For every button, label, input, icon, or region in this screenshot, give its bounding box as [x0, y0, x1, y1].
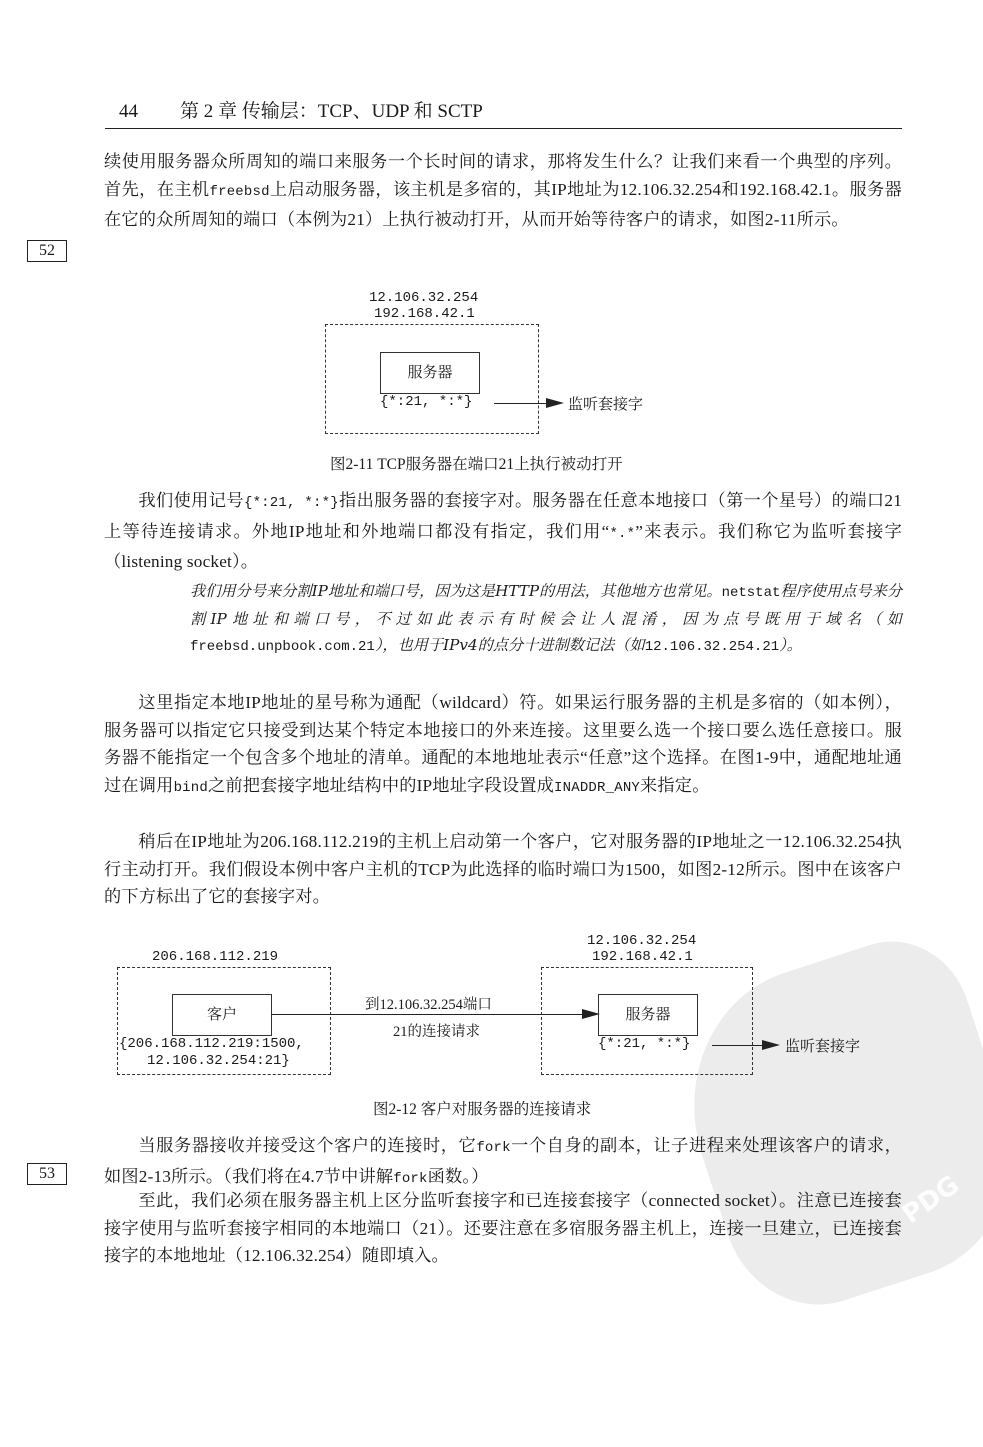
- code-term: {*:21, *:*}: [243, 495, 339, 511]
- server-socket-pair: {*:21, *:*}: [598, 1036, 691, 1052]
- client-socket-pair: {206.168.112.219:1500,: [119, 1036, 304, 1052]
- socket-pair: {*:21, *:*}: [380, 394, 473, 410]
- text-run: 这里指定本地IP地址的星号称为通配（wildcard）符。如果运行服务器的主机是多宿的（如本例），服务器可以指定它只接受到达某个特定本地接口的外来连接。这里要么选一个接口要么选任意接口。服务器不能指定一个包含多个地址的清单。通配的本地地址表示“任意”这个选择。在图1-9中，通配地址通过在调用: [104, 693, 902, 795]
- text-run: 一个自身的副本，让子进程来处理该客户的请求，如图2-13所示。（我们将在4.7节中讲解: [104, 1136, 902, 1186]
- page-number: 44: [119, 101, 138, 122]
- margin-page-ref: 52: [27, 240, 67, 262]
- code-term: 12.106.32.254.21: [644, 639, 780, 655]
- text-run: 我们使用记号: [138, 491, 244, 510]
- client-socket-pair: 12.106.32.254:21}: [147, 1053, 290, 1069]
- arrow-head-icon: [762, 1040, 780, 1050]
- connection-request-line: [271, 1014, 583, 1015]
- arrow-line: [712, 1045, 762, 1046]
- listening-socket-label: 监听套接字: [785, 1039, 861, 1055]
- text-run: 程序使用点号来分割IP地址和端口号，不过如此表示有时候会让人混淆，因为点号既用于域名（如: [190, 582, 902, 628]
- paragraph: [104, 148, 902, 234]
- chapter-title: 第 2 章 传输层：TCP、UDP 和 SCTP: [180, 101, 483, 122]
- text-run: 上启动服务器，该主机是多宿的，其IP地址为12.106.32.254和192.168.42.1。服务器在它的众所周知的端口（本例为21）上执行被动打开，从而开始等待客户的请求，如图2-11所示。: [104, 179, 902, 229]
- text-run: 来指定。: [640, 775, 710, 795]
- margin-page-ref: 53: [27, 1163, 67, 1185]
- text-run: ”来表示。我们称它为监听套接字（listening socket）。: [104, 521, 902, 571]
- figure-caption: 图2-12 客户对服务器的连接请求: [373, 1101, 592, 1118]
- text-run: 我们用分号来分割IP地址和端口号，因为这是HTTP的用法，其他地方也常见。: [190, 582, 722, 600]
- paragraph: [104, 689, 902, 802]
- paragraph: [104, 1132, 902, 1193]
- server-label: 服务器: [625, 1007, 671, 1023]
- text-run: 指出服务器的套接字对。服务器在任意本地接口（第一个星号）的端口21上等待连接请求。外地IP地址和外地端口都没有指定，我们用“: [104, 491, 903, 541]
- code-term: *.*: [609, 525, 636, 542]
- note-paragraph: [190, 578, 902, 660]
- server-process-box: [380, 352, 480, 394]
- code-term: INADDR_ANY: [554, 779, 641, 796]
- code-term: fork: [393, 1170, 428, 1187]
- arrow-line: [494, 403, 546, 404]
- paragraph: [104, 1187, 902, 1270]
- server-process-box: [598, 994, 698, 1036]
- figure-caption: 图2-11 TCP服务器在端口21上执行被动打开: [330, 456, 623, 473]
- client-host-ip: 206.168.112.219: [152, 949, 279, 965]
- listening-socket-label: 监听套接字: [568, 397, 644, 413]
- code-term: bind: [173, 779, 208, 796]
- text-run: 之前把套接字地址结构中的IP地址字段设置成: [207, 775, 555, 795]
- text-run: 稍后在IP地址为206.168.112.219的主机上启动第一个客户，它对服务器的IP地址之一12.106.32.254执行主动打开。我们假设本例中客户主机的TCP为此选择的临时端口为1500，如图2-12所示。图中在该客户的下方标出了它的套接字对。: [104, 832, 902, 906]
- running-header: [105, 100, 902, 129]
- client-process-box: [172, 994, 272, 1036]
- code-term: freebsd: [209, 183, 270, 200]
- request-label: 21的连接请求: [393, 1024, 480, 1040]
- code-term: fork: [476, 1140, 511, 1156]
- arrow-head-icon: [546, 398, 564, 408]
- server-label: 服务器: [407, 365, 453, 381]
- text-run: ）。: [779, 636, 802, 654]
- text-run: 至此，我们必须在服务器主机上区分监听套接字和已连接套接字（connected socket）。注意已连接套接字使用与监听套接字相同的本地端口（21）。还要注意在多宿服务器主机上，连接一旦建立，已连接套接字的本地地址（12.106.32.254）随即填入。: [104, 1191, 902, 1265]
- host-ip: 192.168.42.1: [374, 306, 475, 322]
- server-host-ip: 12.106.32.254: [587, 933, 697, 949]
- paragraph: [104, 828, 902, 911]
- code-term: netstat: [721, 585, 781, 601]
- server-host-ip: 192.168.42.1: [592, 949, 693, 965]
- text-run: ），也用于IPv4的点分十进制数记法（如: [374, 636, 645, 654]
- watermark-text: PDG: [897, 1169, 965, 1231]
- host-ip: 12.106.32.254: [369, 290, 479, 306]
- request-label: 到12.106.32.254端口: [365, 997, 492, 1013]
- text-run: 函数。）: [427, 1166, 489, 1186]
- code-term: freebsd.unpbook.com.21: [190, 639, 375, 655]
- text-run: 续使用服务器众所周知的端口来服务一个长时间的请求，那将发生什么？让我们来看一个典型的序列。首先，在主机: [104, 152, 902, 199]
- client-label: 客户: [206, 1007, 237, 1023]
- paragraph: [104, 487, 902, 576]
- text-run: 当服务器接收并接受这个客户的连接时，它: [138, 1136, 477, 1155]
